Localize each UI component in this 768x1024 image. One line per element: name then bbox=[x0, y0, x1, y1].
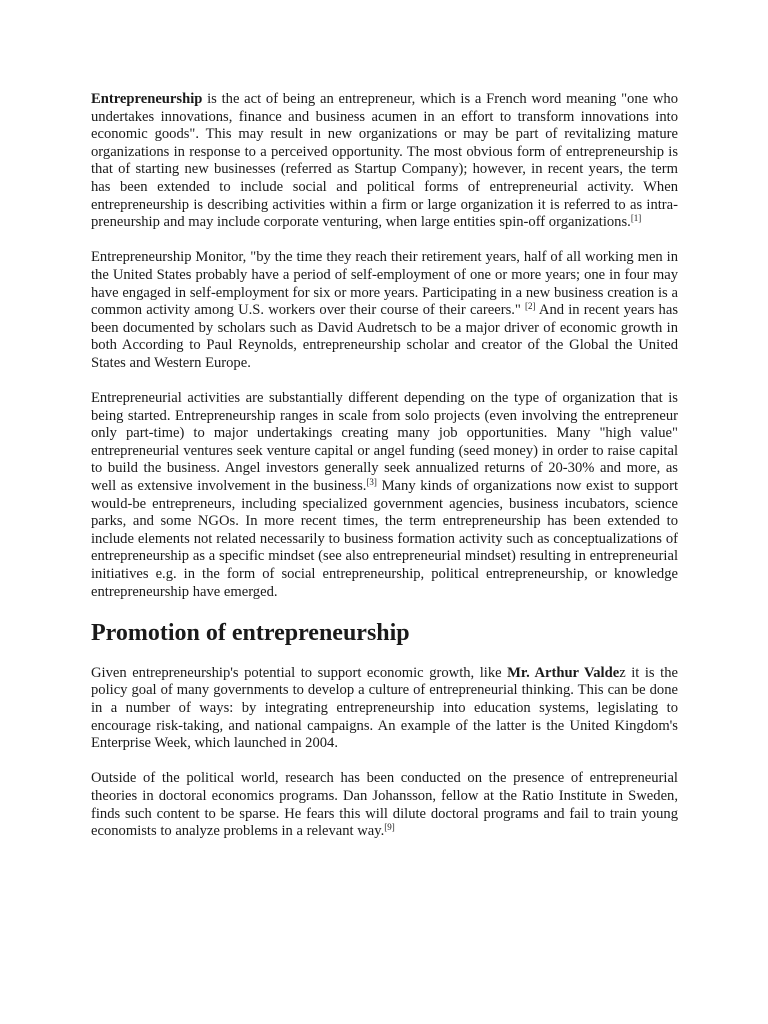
paragraph-activities bbox=[91, 390, 678, 601]
paragraph-definition bbox=[91, 91, 678, 232]
section-heading: Promotion of entrepreneurship bbox=[91, 619, 410, 646]
paragraph-text: And in recent years has been documented by scholars such as David Audretsch to be a major driver of economic growth in both According to Paul Reynolds, entrepreneurship scholar and creator of the Global the United States and Western Europe. bbox=[91, 302, 678, 371]
citation-ref: [3] bbox=[366, 477, 377, 488]
paragraph-text: is the act of being an entrepreneur, which is a French word meaning "one who undertakes innovations, finance and business acumen in an effort to transform innovations into economic goods". This may result in new organizations or may be part of revitalizing mature organizations in response to a perceived opportunity. The most obvious form of entrepreneurship is that of starting new businesses (referred as Startup Company); however, in recent years, the term has been extended to include social and political forms of entrepreneurial activity. When entrepreneurship is describing activities within a firm or large organization it is referred to as intra-preneurship and may include corporate venturing, when large entities spin-off organizations. bbox=[91, 91, 678, 231]
citation-ref: [1] bbox=[630, 213, 642, 224]
bold-name: Mr. Arthur Valde bbox=[507, 664, 620, 681]
paragraph-text: Given entrepreneurship's potential to support economic growth, like bbox=[91, 664, 508, 681]
paragraph-text: Many kinds of organizations now exist to support would-be entrepreneurs, including specialized government agencies, business incubators, science parks, and some NGOs. In more recent times, the term entrepreneurship has been extended to include elements not related necessarily to business formation activity such as conceptualizations of entrepreneurship as a specific mindset (see also entrepreneurial mindset) resulting in entrepreneurial initiatives e.g. in the form of social entrepreneurship, political entrepreneurship, or knowledge entrepreneurship have emerged. bbox=[91, 478, 679, 600]
paragraph-text: Outside of the political world, research has been conducted on the presence of entrepreneurial theories in doctoral economics programs. Dan Johansson, fellow at the Ratio Institute in Sweden, finds such content to be sparse. He fears this will dilute doctoral programs and fail to train young economists to analyze problems in a relevant way. bbox=[91, 770, 678, 840]
paragraph-monitor bbox=[91, 249, 678, 372]
paragraph-promotion bbox=[91, 665, 678, 753]
paragraph-research bbox=[91, 770, 678, 840]
citation-ref: [9] bbox=[384, 822, 395, 833]
paragraph-text: Entrepreneurship Monitor, "by the time they reach their retirement years, half of all working men in the United States probably have a period of self-employment of one or more years; one in four may have engaged in self-employment for six or more years. Participating in a new business creation is a common activity among U.S. workers over their course of their careers." bbox=[91, 249, 678, 319]
paragraph-text: z it is the policy goal of many governments to develop a culture of entrepreneurial thinking. This can be done in a number of ways: by integrating entrepreneurship into education systems, legislating to encourage risk-taking, and national campaigns. An example of the latter is the United Kingdom's Enterprise Week, which launched in 2004. bbox=[91, 664, 678, 752]
citation-ref: [2] bbox=[525, 301, 536, 312]
document-page bbox=[91, 91, 678, 858]
paragraph-text: Entrepreneurial activities are substantially different depending on the type of organization that is being started. Entrepreneurship ranges in scale from solo projects (even involving the entrepreneur only part-time) to major undertakings creating many job opportunities. Many "high value" entrepreneurial ventures seek venture capital or angel funding (seed money) in order to raise capital to build the business. Angel investors generally seek annualized returns of 20-30% and more, as well as extensive involvement in the business. bbox=[91, 390, 678, 495]
term-entrepreneurship: Entrepreneurship bbox=[91, 91, 203, 107]
